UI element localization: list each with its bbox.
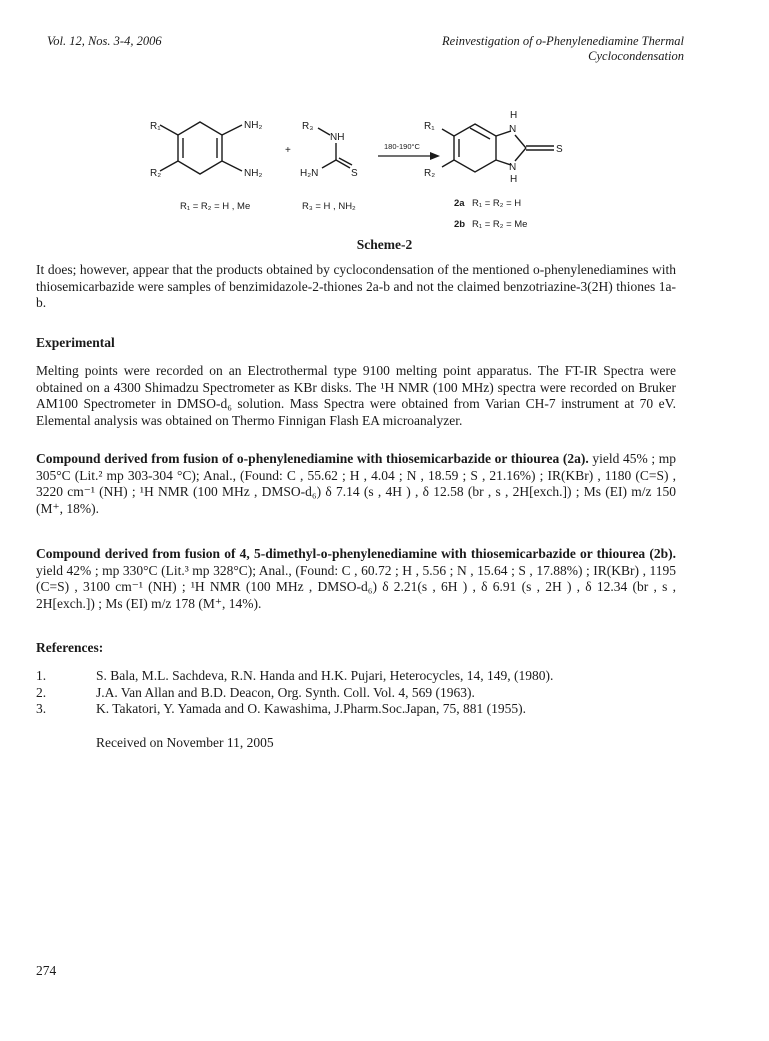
r3-label: R₃: [302, 121, 314, 132]
compound-2a-block: [36, 451, 676, 517]
intro-paragraph: It does; however, appear that the products obtained by cyclocondensation of the mentioned o-phenylenediamines with thiosemicarbazide were samples of benzimidazole-2-thiones 2a-b and not the claimed benzotriazine-3(2H) thiones 1a-b.: [36, 262, 676, 311]
product-r1-label: R₁: [424, 121, 435, 132]
experimental-paragraph: Melting points were recorded on an Electrothermal type 9100 melting point apparatus. The FT-IR Spectra were obtained on a 4300 Shimadzu Spectrometer as KBr disks. The ¹H NMR (100 MHz) spectra were recorded on Bruker AM100 Spectrometer in DMSO-d₆ solution. Mass Spectra were obtained from Varian CH-7 instrument at 70 eV. Elemental analysis was obtained on Thermo Finnigan Flash EA microanalyzer.: [36, 363, 676, 428]
reference-item: 2. J.A. Van Allan and B.D. Deacon, Org. Synth. Coll. Vol. 4, 569 (1963).: [36, 684, 475, 700]
compound-2b-title: Compound derived from fusion of 4, 5-dimethyl-o-phenylenediamine with thiosemicarbazide or thiourea (2b).: [36, 546, 676, 561]
product-2b-definition: R₁ = R₂ = Me: [472, 219, 528, 230]
scheme-caption: Scheme-2: [356, 237, 413, 252]
received-date: Received on November 11, 2005: [96, 735, 274, 750]
product-2b-id: 2b: [454, 219, 466, 230]
reaction-arrow: [378, 142, 440, 160]
compound-2b-data: yield 42% ; mp 330°C (Lit.³ mp 328°C); Anal., (Found: C , 60.72 ; H , 5.56 ; N , 15.64 ; S , 17.88%) ; IR(KBr) , 1195 (C=S) , 3100 cm⁻¹ (NH) ; ¹H NMR (100 MHz , DMSO-d₆) δ 2.21(s , 6H ) , δ 6.91 (s , 2H ) , δ 12.34 (br , s , 2H[exch.]) ; Ms (EI) m/z 178 (M⁺, 14%).: [36, 562, 676, 611]
nh2-bottom-label: NH₂: [244, 168, 263, 179]
r3-definition: R₃ = H , NH₂: [302, 201, 356, 212]
r2-label: R₂: [150, 168, 162, 179]
product-h-bottom: H: [510, 174, 518, 185]
running-header-right: [354, 34, 684, 64]
r1-label: R₁: [150, 121, 161, 132]
references-heading: References:: [36, 640, 104, 655]
reaction-conditions: 180-190°C: [384, 142, 420, 151]
product-r2-label: R₂: [424, 168, 436, 179]
experimental-heading: Experimental: [36, 335, 115, 350]
running-header-title-line2: Cyclocondensation: [588, 49, 684, 63]
reference-item: 3. K. Takatori, Y. Yamada and O. Kawashima, J.Pharm.Soc.Japan, 75, 881 (1955).: [36, 701, 526, 717]
compound-2a-data: yield 45% ; mp 305°C (Lit.² mp 303-304 °C); Anal., (Found: C , 55.62 ; H , 4.04 ; N , 18.59 ; S , 21.16%) ; IR(KBr) , 1180 (C=S) , 3220 cm⁻¹ (NH) ; ¹H NMR (100 MHz , DMSO-d₆) δ 7.14 (s , 4H ) , δ 12.58 (br , s , 2H[exch.]) ; Ms (EI) m/z 150 (M⁺, 18%).: [36, 451, 676, 516]
product-2a-definition: R₁ = R₂ = H: [472, 198, 522, 209]
reactant-diamine-structure: [160, 122, 242, 174]
compound-2a-title: Compound derived from fusion of o-phenylenediamine with thiosemicarbazide or thiourea (2a).: [36, 451, 589, 466]
running-header-left: Vol. 12, Nos. 3-4, 2006: [47, 34, 162, 48]
reference-item: 1. S. Bala, M.L. Sachdeva, R.N. Handa and H.K. Pujari, Heterocycles, 14, 149, (1980).: [36, 668, 554, 683]
product-h-top: H: [510, 110, 518, 121]
reaction-scheme: [140, 108, 620, 230]
running-header-title-line1: Reinvestigation of o-Phenylenediamine Thermal: [442, 34, 684, 48]
product-benzimidazolethione-structure: [442, 124, 554, 172]
plus-sign: +: [285, 145, 291, 156]
product-2a-id: 2a: [454, 198, 465, 209]
product-n-top: N: [509, 124, 517, 135]
page-number: 274: [36, 963, 57, 978]
product-s-label: S: [556, 144, 563, 155]
h2n-label: H₂N: [300, 168, 319, 179]
product-n-bottom: N: [509, 162, 517, 173]
nh-label: NH: [330, 132, 345, 143]
references-list: [36, 668, 553, 718]
r1r2-definition: R₁ = R₂ = H , Me: [180, 201, 251, 212]
compound-2b-block: [36, 546, 676, 612]
nh2-top-label: NH₂: [244, 120, 263, 131]
thione-s-label: S: [351, 168, 358, 179]
